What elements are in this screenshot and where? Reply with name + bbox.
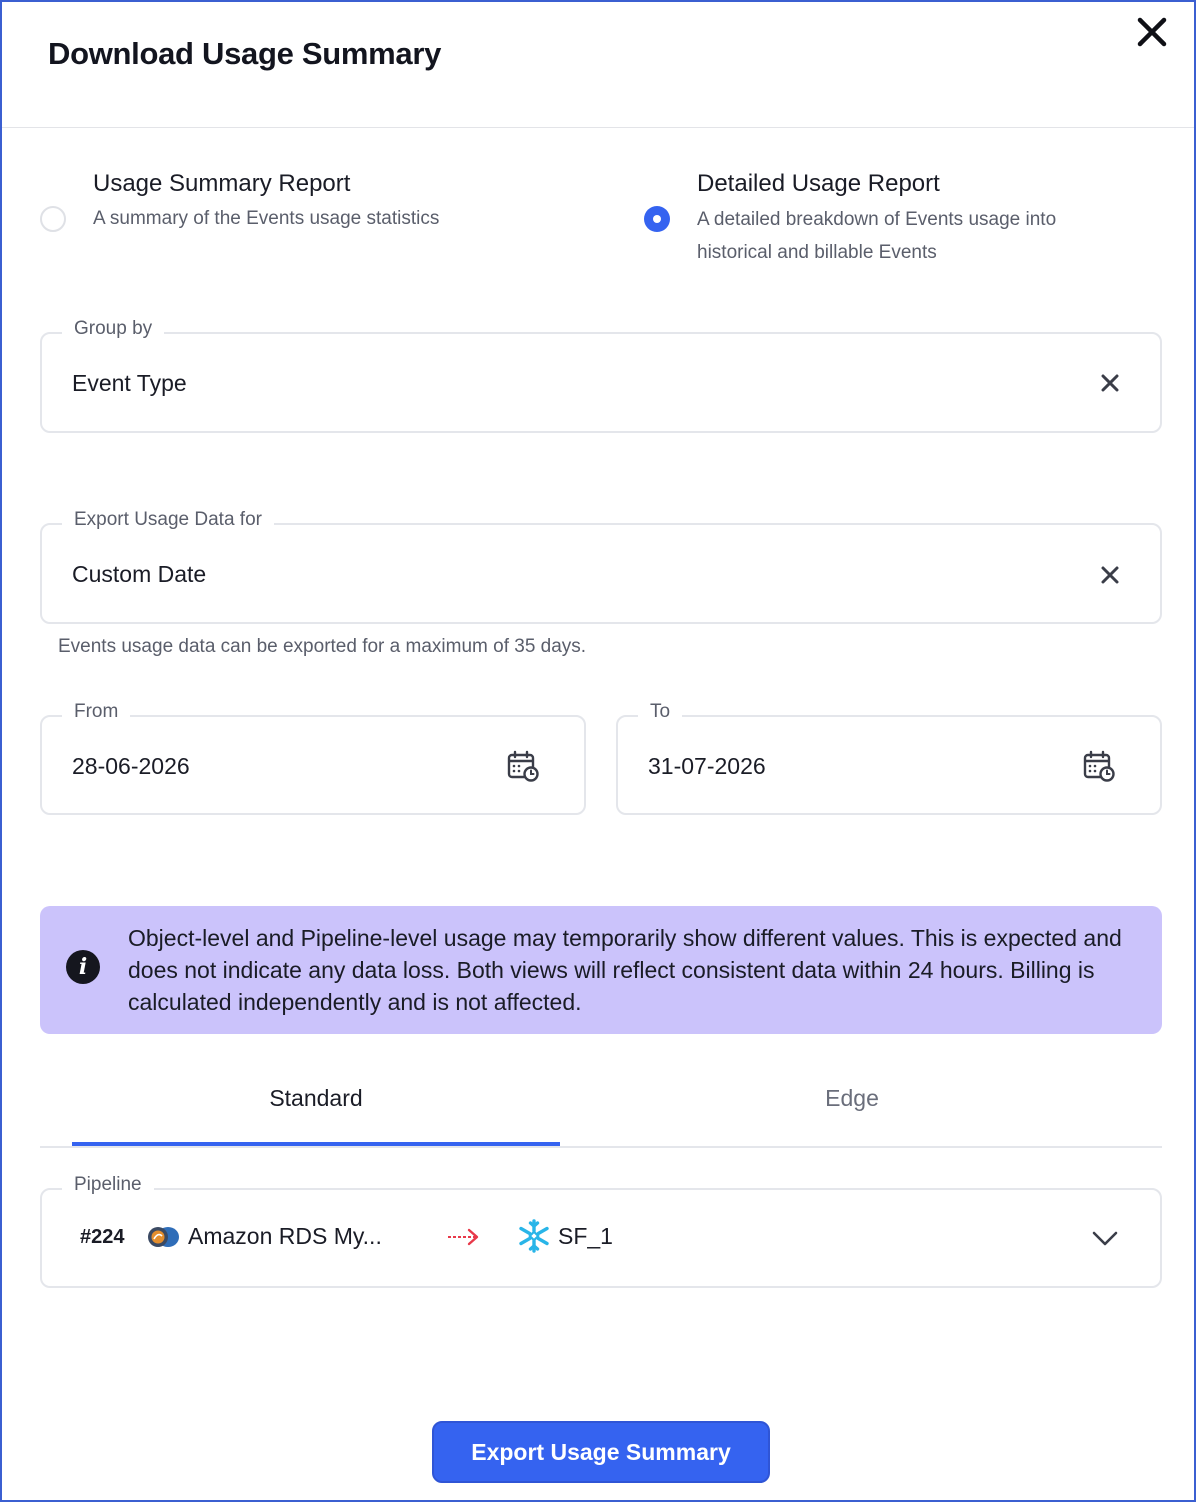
tab-standard[interactable]: Standard [269, 1085, 363, 1111]
snowflake-icon [516, 1218, 552, 1254]
detailed-usage-report-option[interactable] [644, 168, 1144, 278]
to-date-value: 31-07-2026 [648, 753, 766, 779]
close-icon [1132, 14, 1172, 54]
clear-icon [1098, 371, 1122, 395]
from-date-value: 28-06-2026 [72, 753, 190, 779]
export-usage-summary-button[interactable]: Export Usage Summary [432, 1421, 770, 1483]
to-date-label: To [638, 701, 682, 723]
info-icon: i [66, 950, 100, 984]
pipeline-destination-name: SF_1 [558, 1223, 613, 1249]
arrow-right-icon [446, 1227, 482, 1247]
calendar-icon [506, 749, 540, 783]
tab-edge[interactable]: Edge [825, 1085, 879, 1111]
usage-summary-report-option[interactable] [40, 168, 580, 248]
calendar-icon [1082, 749, 1116, 783]
pipeline-select[interactable] [40, 1174, 1162, 1288]
pipeline-number: #224 [80, 1226, 125, 1248]
export-period-select[interactable] [40, 509, 1162, 624]
detailed-usage-title: Detailed Usage Report [697, 170, 940, 197]
mysql-icon [146, 1224, 182, 1250]
group-by-select[interactable] [40, 318, 1162, 433]
from-date-field[interactable] [40, 701, 586, 815]
export-period-value: Custom Date [72, 561, 207, 587]
detailed-usage-radio[interactable] [644, 206, 670, 232]
export-period-label: Export Usage Data for [62, 509, 274, 531]
group-by-clear-button[interactable] [1098, 371, 1122, 395]
clear-icon [1098, 563, 1122, 587]
group-by-value: Event Type [72, 370, 187, 396]
from-date-picker-button[interactable] [506, 749, 540, 783]
info-notice [40, 906, 1162, 1034]
to-date-picker-button[interactable] [1082, 749, 1116, 783]
pipeline-label: Pipeline [62, 1174, 154, 1196]
to-date-field[interactable] [616, 701, 1162, 815]
chevron-down-icon[interactable] [1088, 1226, 1122, 1250]
usage-summary-title: Usage Summary Report [93, 170, 351, 197]
active-tab-indicator [72, 1142, 560, 1146]
export-period-clear-button[interactable] [1098, 563, 1122, 587]
pipeline-source-name: Amazon RDS My... [188, 1223, 382, 1249]
pipeline-type-tabs [40, 1060, 1162, 1148]
dialog-title: Download Usage Summary [48, 36, 442, 71]
dialog-header [2, 2, 1194, 128]
usage-summary-description: A summary of the Events usage statistics [93, 208, 440, 229]
detailed-usage-description-line2: historical and billable Events [697, 242, 937, 263]
detailed-usage-description-line1: A detailed breakdown of Events usage into [697, 209, 1057, 230]
group-by-label: Group by [62, 318, 164, 340]
usage-summary-radio[interactable] [40, 206, 66, 232]
from-date-label: From [62, 701, 130, 723]
export-period-hint: Events usage data can be exported for a maximum of 35 days. [58, 636, 587, 657]
close-button[interactable] [1132, 14, 1172, 54]
notice-text: Object-level and Pipeline-level usage may temporarily show different values. This is expected and does not indicate any data loss. Both views will reflect consistent data within 24 hours. Billing is calculated independently and is not affected. [128, 925, 1122, 1015]
